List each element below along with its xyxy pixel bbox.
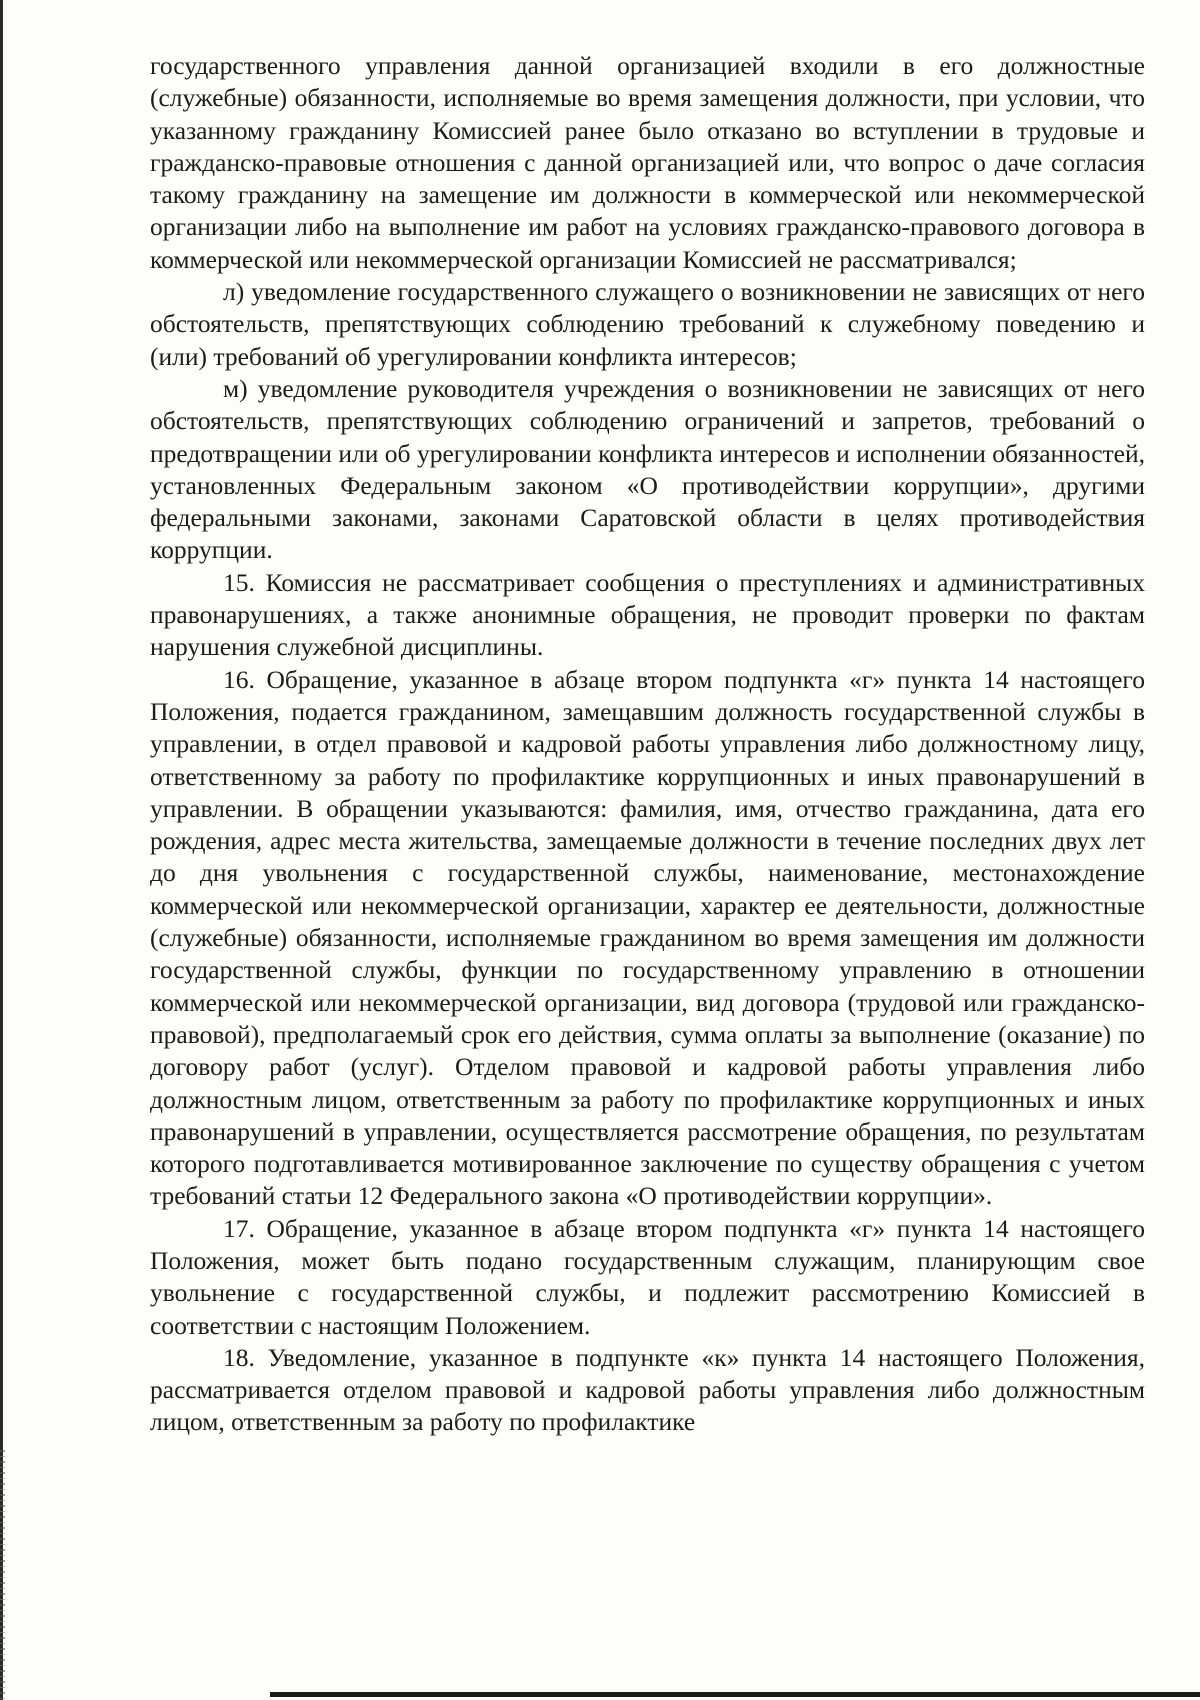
- paragraph-item-l: л) уведомление государственного служащего о возникновении не зависящих от него обстоятельств, препятствующих соблюдению требований к служебному поведению и (или) требований об урегулировании конфликта интересов;: [150, 277, 1145, 371]
- paragraph-16: 16. Обращение, указанное в абзаце втором подпункта «г» пункта 14 настоящего Положения, подается гражданином, замещавшим должность государственной службы в управлении, в отдел правовой и кадровой работы управления либо должностному лицу, ответственному за работу по профилактике коррупционных и иных правонарушений в управлении. В обращении указываются: фамилия, имя, отчество гражданина, дата его рождения, адрес места жительства, замещаемые должности в течение последних двух лет до дня увольнения с государственной службы, наименование, местонахождение коммерческой или некоммерческой организации, характер ее деятельности, должностные (служебные) обязанности, исполняемые гражданином во время замещения им должности государственной службы, функции по государственному управлению в отношении коммерческой или некоммерческой организации, вид договора (трудовой или гражданско-правовой), предполагаемый срок его действия, сумма оплаты за выполнение (оказание) по договору работ (услуг). Отделом правовой и кадровой работы управления либо должностным лицом, ответственным за работу по профилактике коррупционных и иных правонарушений в управлении, осуществляется рассмотрение обращения, по результатам которого подготавливается мотивированное заключение по существу обращения с учетом требований статьи 12 Федерального закона «О противодействии коррупции».: [150, 664, 1145, 1211]
- paragraph-15: 15. Комиссия не рассматривает сообщения о преступлениях и административных правонарушениях, а также анонимные обращения, не проводит проверки по фактам нарушения служебной дисциплины.: [150, 567, 1145, 662]
- paragraph-17: 17. Обращение, указанное в абзаце втором подпункта «г» пункта 14 настоящего Положения, может быть подано государственным служащим, планирующим свое увольнение с государственной службы, и подлежит рассмотрению Комиссией в соответствии с настоящим Положением.: [150, 1213, 1145, 1340]
- paragraph-18: 18. Уведомление, указанное в подпункте «к» пункта 14 настоящего Положения, рассматривается отделом правовой и кадровой работы управления либо должностным лицом, ответственным за работу по профилактике: [150, 1342, 1145, 1437]
- bottom-scan-rule: [270, 1692, 1200, 1697]
- scan-left-edge: [0, 0, 3, 1700]
- paragraph-continuation: государственного управления данной организацией входили в его должностные (служебные) обязанности, исполняемые во время замещения должности, при условии, что указанному гражданину Комиссией ранее было отказано во вступлении в трудовые и гражданско-правовые отношения с данной организацией или, что вопрос о даче согласия такому гражданину на замещение им должности в коммерческой или некоммерческой организации либо на выполнение им работ на условиях гражданско-правового договора в коммерческой или некоммерческой организации Комиссией не рассматривался;: [150, 51, 1145, 274]
- document-body: [150, 50, 1145, 1439]
- paragraph-item-m: м) уведомление руководителя учреждения о возникновении не зависящих от него обстоятельств, препятствующих соблюдению ограничений и запретов, требований о предотвращении или об урегулировании конфликта интересов и исполнении обязанностей, установленных Федеральным законом «О противодействии коррупции», другими федеральными законами, законами Саратовской области в целях противодействия коррупции.: [150, 373, 1145, 565]
- scan-edge-noise: [0, 1450, 5, 1700]
